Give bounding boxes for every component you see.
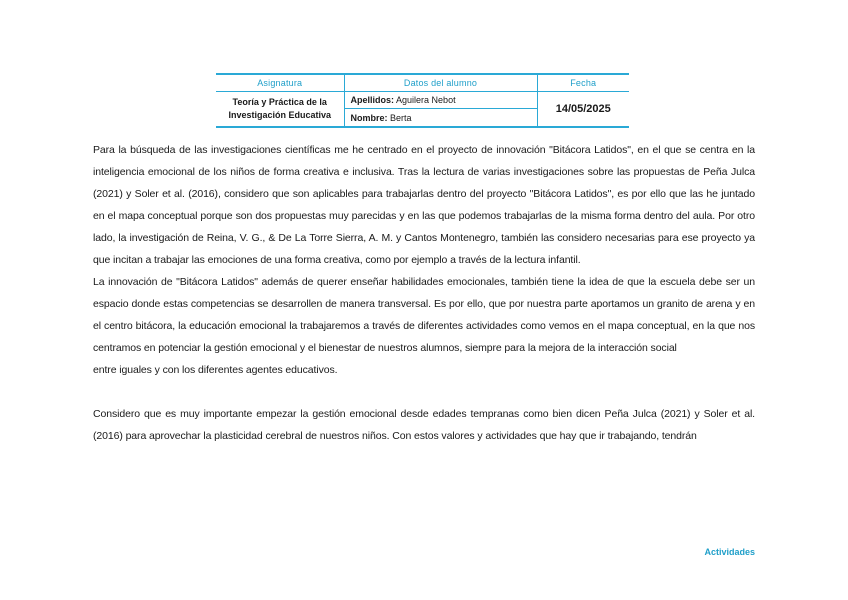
paragraph-2-continued: entre iguales y con los diferentes agentes educativos. <box>93 364 338 376</box>
paragraph-1: Para la búsqueda de las investigaciones científicas me he centrado en el proyecto de innovación "Bitácora Latidos", en el que se centra en la inteligencia emocional de los niños de forma creativa e inclusiva. Tras la lectura de varias investigaciones sobre las propuestas de Peña Julca (2021) y Soler et al. (2016), considero que son aplicables para trabajarlas dentro del proyecto "Bitácora Latidos", es por ello que las he juntado en el mapa conceptual porque son dos propuestas muy parecidas y en las que podemos trabajarlas de la misma forma dentro del aula. Por otro lado, la investigación de Reina, V. G., & De La Torre Sierra, A. M. y Cantos Montenegro, también las considero necesarias para ese proyecto ya que incitan a trabajar las emociones de una forma creativa, como por ejemplo a través de la lectura infantil. <box>93 144 755 266</box>
body-text <box>93 139 755 447</box>
header-info-table <box>216 73 629 128</box>
name-label: Nombre: <box>350 112 388 123</box>
footer-section-label: Actividades <box>704 547 755 557</box>
student-name <box>344 109 537 127</box>
surname-label: Apellidos: <box>350 95 395 106</box>
date-value: 14/05/2025 <box>537 92 629 128</box>
name-value: Berta <box>390 112 412 123</box>
subject-name: Teoría y Práctica de la Investigación Educativa <box>216 92 344 128</box>
paragraph-3: Considero que es muy importante empezar la gestión emocional desde edades tempranas como bien dicen Peña Julca (2021) y Soler et al. (2016) para aprovechar la plasticidad cerebral de nuestros niños. Con estos valores y actividades que hay que ir trabajando, tendrán <box>93 408 755 442</box>
student-surname <box>344 92 537 109</box>
header-student-label: Datos del alumno <box>344 74 537 92</box>
paragraph-gap <box>93 381 755 403</box>
header-subject-label: Asignatura <box>216 74 344 92</box>
header-date-label: Fecha <box>537 74 629 92</box>
surname-value: Aguilera Nebot <box>396 95 456 106</box>
paragraph-2: La innovación de "Bitácora Latidos" además de querer enseñar habilidades emocionales, también tiene la idea de que la escuela debe ser un espacio donde estas competencias se desarrollen de manera transversal. Es por ello, que por nuestra parte aportamos un granito de arena y en el centro bitácora, la educación emocional la trabajaremos a través de diferentes actividades como vemos en el mapa conceptual, en la que nos centramos en potenciar la gestión emocional y el bienestar de nuestros alumnos, siempre para la mejora de la interacción social <box>93 276 755 354</box>
